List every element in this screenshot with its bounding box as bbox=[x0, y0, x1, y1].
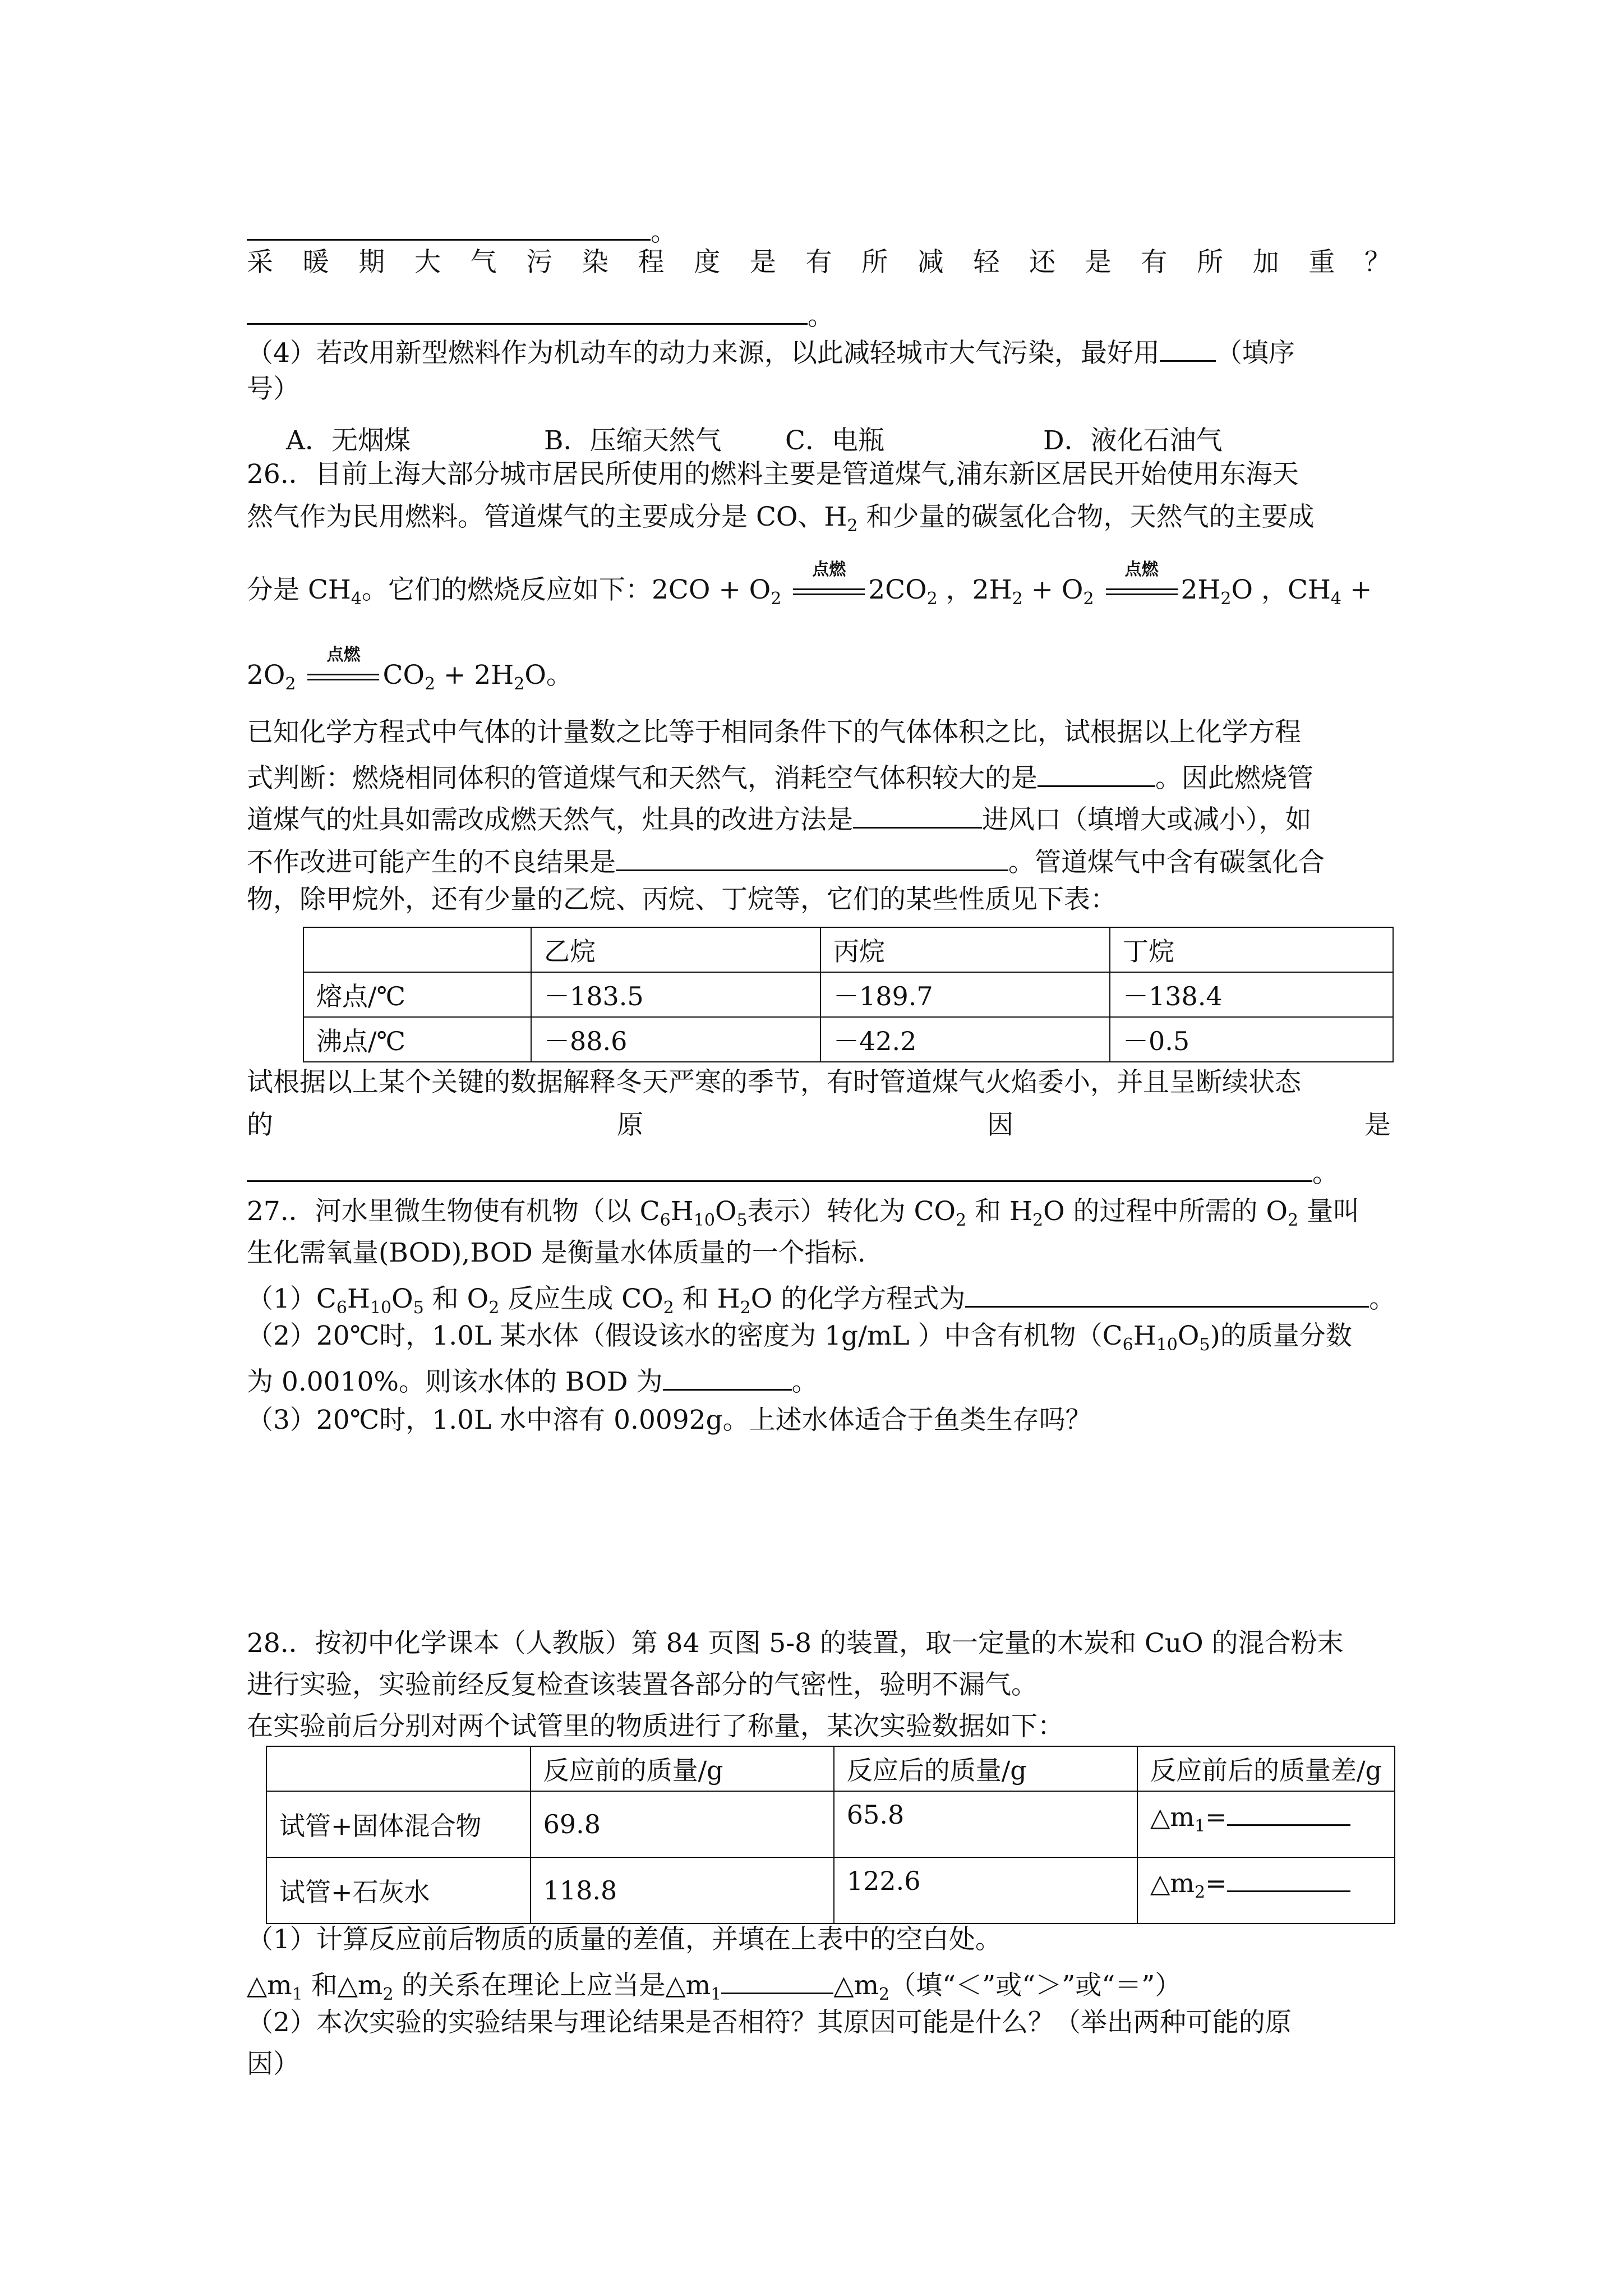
q26-paragraph-6: 试根据以上某个关键的数据解释冬天严寒的季节，有时管道煤气火焰委小，并且呈断续状态 bbox=[247, 1067, 1301, 1098]
table-row: 沸点/℃ －88.6 －42.2 －0.5 bbox=[303, 1017, 1393, 1062]
answer-blank[interactable] bbox=[1038, 761, 1155, 787]
table-header-row: 乙烷 丙烷 丁烷 bbox=[303, 927, 1393, 972]
table-header-row: 反应前的质量/g 反应后的质量/g 反应前后的质量差/g bbox=[266, 1746, 1395, 1791]
q27-part-2: （2）20℃时，1.0L 某水体（假设该水的密度为 1g/mL ）中含有机物$(C_6H_{10}O_5)$的质量分数 bbox=[247, 1320, 1352, 1355]
q28-line-2: 进行实验，实验前经反复检查该装置各部分的气密性，验明不漏气。 bbox=[247, 1669, 1038, 1700]
answer-blank[interactable] bbox=[663, 1364, 792, 1391]
question-4: （4）若改用新型燃料作为机动车的动力来源，以此减轻城市大气污染，最好用 （填序 bbox=[247, 335, 1295, 366]
alkane-properties-table bbox=[303, 927, 1394, 1062]
answer-blank[interactable] bbox=[965, 1281, 1369, 1308]
option-c[interactable]: C．电瓶 bbox=[785, 425, 884, 456]
answer-blank[interactable] bbox=[247, 298, 808, 325]
table-row: 试管+固体混合物 69.8 65.8 $\triangle m_1=$ bbox=[266, 1791, 1395, 1857]
answer-blank[interactable] bbox=[247, 214, 651, 241]
question-4-cont: 号） bbox=[247, 374, 299, 404]
answer-line-2: 。 bbox=[247, 298, 834, 329]
q28-line-3: 在实验前后分别对两个试管里的物质进行了称量，某次实验数据如下： bbox=[247, 1711, 1064, 1742]
answer-blank[interactable] bbox=[1227, 1800, 1350, 1826]
ignite-condition: 点燃 bbox=[793, 581, 865, 603]
answer-line-1: 。 bbox=[247, 214, 677, 245]
q27-part-2-cont: 为 0.0010%。则该水体的 BOD 为 。 bbox=[247, 1364, 818, 1395]
delta-m2-cell: $\triangle m_2=$ bbox=[1137, 1857, 1395, 1924]
table-row: 试管+石灰水 118.8 122.6 $\triangle m_2=$ bbox=[266, 1857, 1395, 1924]
q27-part-3: （3）20℃时，1.0L 水中溶有 0.0092g。上述水体适合于鱼类生存吗？ bbox=[247, 1405, 1092, 1435]
answer-blank[interactable] bbox=[721, 1968, 833, 1994]
answer-blank[interactable] bbox=[247, 1156, 1312, 1182]
answer-blank[interactable] bbox=[1227, 1866, 1350, 1892]
q28-part-2: （2）本次实验的实验结果与理论结果是否相符？其原因可能是什么？（举出两种可能的原 bbox=[247, 2007, 1292, 2038]
combustion-equations-line-1: 分是 $CH_4$。它们的燃烧反应如下：$2CO + O_2$ 点燃 $2CO_2$ ，$2H_2 + O_2$ 点燃 $2H_2O$ ，$CH_4$ + bbox=[247, 560, 1372, 609]
answer-line-3: 。 bbox=[247, 1156, 1339, 1186]
q26-line-1: 26.．目前上海大部分城市居民所使用的燃料主要是管道煤气,浦东新区居民开始使用东海天 bbox=[247, 459, 1299, 490]
q27-line-1: 27.．河水里微生物使有机物（以 $C_6H_{10}O_5$表示）转化为 $CO_2$ 和 $H_2O$ 的过程中所需的 $O_2$ 量叫 bbox=[247, 1196, 1360, 1230]
ignite-condition: 点燃 bbox=[307, 666, 379, 688]
document-page: 。 采暖期大气污染程度是有所减轻还是有所加重？ 。 （4）若改用新型燃料作为机动车的动力来源，以此减轻城市大气污染，最好用 （填序 号） A．无烟煤 B．压缩天然气 C．电瓶 D．液化石油气 26.．目前上海大部分城市居民所使用的燃料主要是管道煤气,浦东新区居民开始使用东海天 然气作为民用燃料。管道煤气的主要成分是 CO、$H_2$ 和少量的碳氢化合物，天然气的主要成 分是 $CH_4$。它们的燃烧反应如下：$2CO + O_2$ 点燃 $2CO_2$ ，$2H_2 + O_2$ 点燃 $2H_2O$ ，$CH_4$ + $2O_2$ 点燃 $CO_2 + 2H_2O$。 已知化学方程式中气体的计量数之比等于相同条件下的气体体积之比，试根据以上化学方程 式判断：燃烧相同体积的管道煤气和天然气，消耗空气体积较大的是 。因此燃烧管 道煤气的灶具如需改成燃天然气，灶具的改进方法是 进风口（填增大或减小），如 不作改进可能产生的不良结果是 。管道煤气中含有碳氢化合 物，除甲烷外，还有少量的乙烷、丙烷、丁烷等，它们的某些性质见下表： 乙烷 丙烷 丁烷 熔点/℃ －183.5 －189.7 －138.4 沸点/℃ －88.6 －42.2 －0.5 试根据以上某个关键的数据解释冬天严寒的季节，有时管道煤气火焰委小，并且呈断续状态 的 原 因 是 。 27.．河水里微生物使有机物（以 $C_6H_{10}O_5$表示）转化为 $CO_2$ 和 $H_2O$ 的过程中所需的 $O_2$ 量叫 生化需氧量(BOD),BOD 是衡量水体质量的一个指标. $(1)C_6H_{10}O_5$ 和 $O_2$ 反应生成 $CO_2$ 和 $H_2O$ 的化学方程式为 。 （2）20℃时，1.0L 某水体（假设该水的密度为 1g/mL ）中含有机物$(C_6H_{10}O_5)$的质量分数 为 0.0010%。则该水体的 BOD 为 。 （3）20℃时，1.0L 水中溶有 0.0092g。上述水体适合于鱼类生存吗？ 28.．按初中化学课本（人教版）第 84 页图 5-8 的装置，取一定量的木炭和 CuO 的混合粉末 进行实验，实验前经反复检查该装置各部分的气密性，验明不漏气。 在实验前后分别对两个试管里的物质进行了称量，某次实验数据如下： 反应前的质量/g 反应后的质量/g 反应前后的质量差/g 试管+固体混合物 69.8 65.8 $\triangle m_1=$ 试管+石灰水 118.8 122.6 $\triangle m_2=$ （1）计算反应前后物质的质量的差值，并填在上表中的空白处。 $\triangle m_1$ 和$\triangle m_2$ 的关系在理论上应当是$\triangle m_1$ $\triangle m_2$（填“＜”或“＞”或“＝”） （2）本次实验的实验结果与理论结果是否相符？其原因可能是什么？（举出两种可能的原 因） bbox=[0, 0, 1623, 2296]
combustion-equations-line-2: $2O_2$ 点燃 $CO_2 + 2H_2O$。 bbox=[247, 645, 573, 694]
option-d[interactable]: D．液化石油气 bbox=[1043, 425, 1223, 456]
answer-blank[interactable] bbox=[616, 845, 1008, 871]
q26-paragraph-4: 不作改进可能产生的不良结果是 。管道煤气中含有碳氢化合 bbox=[247, 845, 1325, 876]
q26-paragraph-2: 式判断：燃烧相同体积的管道煤气和天然气，消耗空气体积较大的是 。因此燃烧管 bbox=[247, 761, 1313, 792]
option-a[interactable]: A．无烟煤 bbox=[286, 425, 411, 456]
q26-paragraph-1: 已知化学方程式中气体的计量数之比等于相同条件下的气体体积之比，试根据以上化学方程 bbox=[247, 717, 1301, 748]
q27-part-1: $(1)C_6H_{10}O_5$ 和 $O_2$ 反应生成 $CO_2$ 和 $H_2O$ 的化学方程式为 。 bbox=[247, 1281, 1395, 1312]
answer-blank[interactable] bbox=[853, 802, 982, 829]
ignite-condition: 点燃 bbox=[1106, 581, 1178, 603]
answer-blank[interactable] bbox=[1160, 335, 1216, 362]
q28-line-1: 28.．按初中化学课本（人教版）第 84 页图 5-8 的装置，取一定量的木炭和 CuO 的混合粉末 bbox=[247, 1628, 1344, 1659]
mass-data-table bbox=[266, 1746, 1395, 1924]
q28-relation: $\triangle m_1$ 和$\triangle m_2$ 的关系在理论上应当是$\triangle m_1$ $\triangle m_2$（填“＜”或“＞”或“＝”） bbox=[247, 1968, 1181, 1999]
q27-line-2: 生化需氧量(BOD),BOD 是衡量水体质量的一个指标. bbox=[247, 1237, 866, 1268]
table-row: 熔点/℃ －183.5 －189.7 －138.4 bbox=[303, 972, 1393, 1017]
q28-part-1: （1）计算反应前后物质的质量的差值，并填在上表中的空白处。 bbox=[247, 1924, 1002, 1955]
q28-part-2-cont: 因） bbox=[247, 2049, 299, 2079]
delta-m1-cell: $\triangle m_1=$ bbox=[1137, 1791, 1395, 1857]
question-heating-period: 采暖期大气污染程度是有所减轻还是有所加重？ bbox=[247, 247, 1391, 278]
q26-line-2: 然气作为民用燃料。管道煤气的主要成分是 CO、$H_2$ 和少量的碳氢化合物，天然气的主要成 bbox=[247, 501, 1315, 536]
q26-paragraph-3: 道煤气的灶具如需改成燃天然气，灶具的改进方法是 进风口（填增大或减小），如 bbox=[247, 802, 1312, 833]
option-b[interactable]: B．压缩天然气 bbox=[544, 425, 722, 456]
q26-paragraph-5: 物，除甲烷外，还有少量的乙烷、丙烷、丁烷等，它们的某些性质见下表： bbox=[247, 884, 1117, 915]
